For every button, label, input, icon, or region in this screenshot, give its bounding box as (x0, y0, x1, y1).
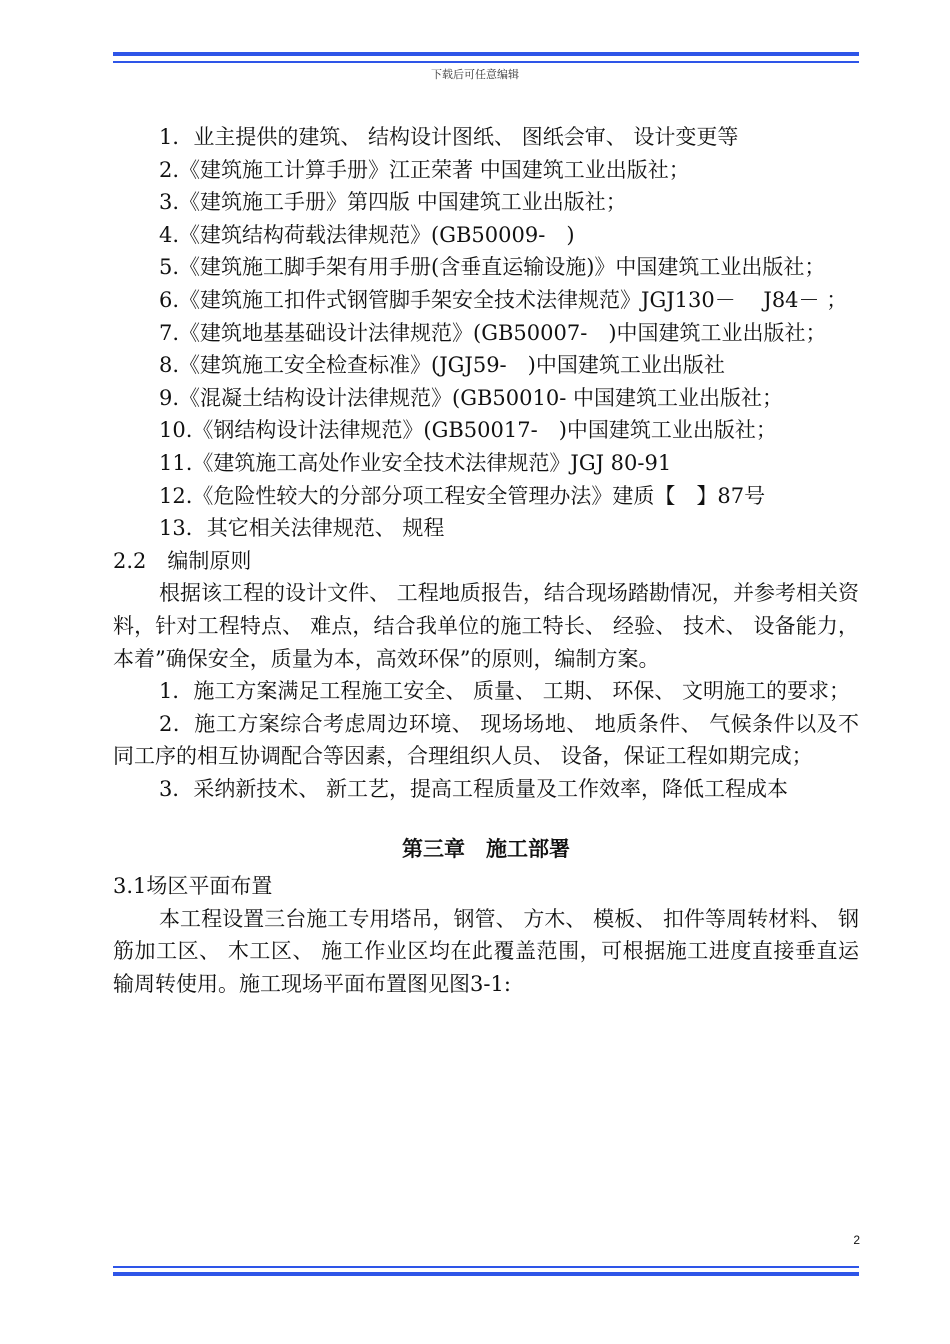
section-heading-3-1: 3.1场区平面布置 (113, 874, 273, 899)
reference-item-3: 3.《建筑施工手册》第四版 中国建筑工业出版社； (159, 190, 627, 215)
reference-item-5: 5.《建筑施工脚手架有用手册(含垂直运输设施)》中国建筑工业出版社； (159, 255, 826, 280)
chapter-title: 第三章 施工部署 (402, 836, 570, 862)
document-body (113, 121, 859, 1000)
section-2-2-intro: 根据该工程的设计文件、 工程地质报告，结合现场踏勘情况，并参考相关资料，针对工程特点、 难点，结合我单位的施工特长、 经验、 技术、 设备能力，本着”确保安全，质量为本，高效环保”的原则，编制方案。 (113, 581, 859, 671)
reference-item-1: 1．业主提供的建筑、 结构设计图纸、 图纸会审、 设计变更等 (159, 125, 739, 149)
reference-item-2: 2.《建筑施工计算手册》江正荣著 中国建筑工业出版社； (159, 157, 690, 182)
reference-list (113, 121, 859, 545)
reference-item-8: 8.《建筑施工安全检查标准》(JGJ59- )中国建筑工业出版社 (159, 353, 725, 378)
principle-item-1: 1．施工方案满足工程施工安全、 质量、 工期、 环保、 文明施工的要求； (159, 679, 851, 704)
section-3-1-body: 本工程设置三台施工专用塔吊，钢管、 方木、 模板、 扣件等周转材料、 钢筋加工区、 木工区、 施工作业区均在此覆盖范围，可根据施工进度直接垂直运输周转使用。施工现场平面布置图见图3-1: (113, 906, 859, 996)
footer-rule-thin (113, 1266, 859, 1268)
reference-item-7: 7.《建筑地基基础设计法律规范》(GB50007- )中国建筑工业出版社； (159, 320, 827, 345)
reference-item-4: 4.《建筑结构荷载法律规范》(GB50009- ) (159, 222, 575, 247)
footer-rule-thick (113, 1272, 859, 1276)
reference-item-11: 11.《建筑施工高处作业安全技术法律规范》JGJ 80-91 (159, 450, 672, 475)
principle-item-2: 2．施工方案综合考虑周边环境、 现场场地、 地质条件、 气候条件以及不同工序的相互协调配合等因素，合理组织人员、 设备，保证工程如期完成； (113, 711, 859, 769)
header-rule-thin (113, 61, 859, 63)
principle-item-3: 3．采纳新技术、 新工艺，提高工程质量及工作效率，降低工程成本 (159, 776, 789, 801)
page-number: 2 (853, 1233, 860, 1247)
section-heading-2-2: 2.2 编制原则 (113, 548, 252, 573)
reference-item-12: 12.《危险性较大的分部分项工程安全管理办法》建质【 】87号 (159, 483, 766, 508)
header-rule-thick (113, 52, 859, 56)
reference-item-13: 13．其它相关法律规范、 规程 (159, 516, 445, 541)
reference-item-10: 10.《钢结构设计法律规范》(GB50017- )中国建筑工业出版社； (159, 418, 777, 443)
header-note: 下载后可任意编辑 (431, 68, 519, 81)
reference-item-9: 9.《混凝土结构设计法律规范》(GB50010- 中国建筑工业出版社； (159, 385, 784, 410)
reference-item-6: 6.《建筑施工扣件式钢管脚手架安全技术法律规范》JGJ130－ J84－ ； (159, 287, 848, 312)
